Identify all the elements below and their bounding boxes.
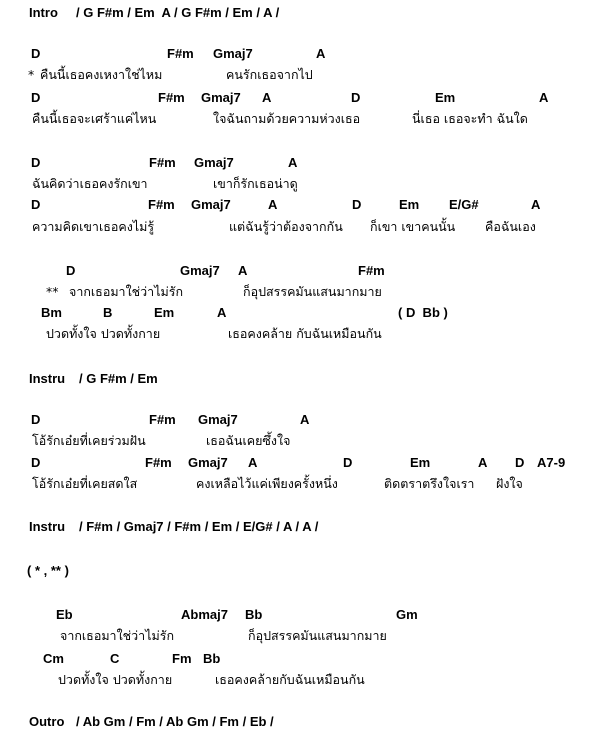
chord: A xyxy=(248,455,258,470)
chord: D xyxy=(343,455,353,470)
intro-progression: / G F#m / Em A / G F#m / Em / A / xyxy=(76,5,280,20)
chord: Fm xyxy=(172,651,192,666)
lyric-line: คนรักเธอจากไป xyxy=(226,67,313,82)
lyric-line: ฉันคิดว่าเธอคงรักเขา xyxy=(32,176,148,191)
chord: Gmaj7 xyxy=(213,46,253,61)
lyric-line: เธอฉันเคยซึ้งใจ xyxy=(206,433,291,448)
lyric-line: ก็เขา เขาคนนั้น xyxy=(370,219,456,234)
chord: Gmaj7 xyxy=(180,263,220,278)
outro-progression: / Ab Gm / Fm / Ab Gm / Fm / Eb / xyxy=(76,714,274,729)
lyric-line: คืนนี้เธอคงเหงาใช่ไหม xyxy=(40,67,163,82)
lyric-line: ก็อุปสรรคมันแสนมากมาย xyxy=(243,284,382,299)
lyric-line: ปวดทั้งใจ ปวดทั้งกาย xyxy=(46,326,161,341)
intro-label: Intro xyxy=(29,5,58,20)
chord: A xyxy=(478,455,488,470)
chord: D xyxy=(515,455,525,470)
chord: D xyxy=(31,46,41,61)
lyric-line: เธอคงคล้ายกับฉันเหมือนกัน xyxy=(215,672,365,687)
lyric-line: นี่เธอ เธอจะทำ ฉันใด xyxy=(412,111,528,126)
chord: A xyxy=(300,412,310,427)
lyric-line: จากเธอมาใช่ว่าไม่รัก xyxy=(69,284,184,299)
chord: Gmaj7 xyxy=(191,197,231,212)
lyric-line: คืนนี้เธอจะเศร้าแค่ไหน xyxy=(32,111,157,126)
chord: A xyxy=(217,305,227,320)
chord: Gm xyxy=(396,607,418,622)
chord: Bb xyxy=(203,651,221,666)
lyric-line: คงเหลือไว้แค่เพียงครั้งหนึ่ง xyxy=(196,476,338,491)
chord: F#m xyxy=(158,90,185,105)
chord: D xyxy=(31,155,41,170)
chord: D xyxy=(31,90,41,105)
instru-progression: / F#m / Gmaj7 / F#m / Em / E/G# / A / A / xyxy=(79,519,319,534)
chord: Bb xyxy=(245,607,263,622)
lyric-line: ติดตราตรึงใจเรา xyxy=(384,476,475,491)
chord: E/G# xyxy=(449,197,479,212)
chord: F#m xyxy=(167,46,194,61)
lyric-line: คือฉันเอง xyxy=(485,219,536,234)
chord: D xyxy=(31,412,41,427)
repeat-marker: ( * , ** ) xyxy=(27,563,69,578)
chord: Em xyxy=(435,90,456,105)
lyric-line: โอ้รักเอ๋ยที่เคยร่วมฝัน xyxy=(32,433,146,448)
chord: Gmaj7 xyxy=(194,155,234,170)
lyric-line: ปวดทั้งใจ ปวดทั้งกาย xyxy=(58,672,173,687)
chord: A xyxy=(531,197,541,212)
chord: Eb xyxy=(56,607,73,622)
chord: A xyxy=(262,90,272,105)
chord: A7-9 xyxy=(537,455,566,470)
chord: A xyxy=(288,155,298,170)
lyric-line: จากเธอมาใช่ว่าไม่รัก xyxy=(60,628,175,643)
lyric-line: ก็อุปสรรคมันแสนมากมาย xyxy=(248,628,387,643)
chord: D xyxy=(31,455,41,470)
instru-label: Instru xyxy=(29,519,66,534)
chord: Bm xyxy=(41,305,62,320)
chord: D xyxy=(66,263,76,278)
instru-label: Instru xyxy=(29,371,66,386)
chord: Gmaj7 xyxy=(188,455,228,470)
chord: A xyxy=(268,197,278,212)
chord: F#m xyxy=(358,263,385,278)
lyric-line: ความคิดเขาเธอคงไม่รู้ xyxy=(32,219,155,234)
lyric-line: ใจฉันถามด้วยความห่วงเธอ xyxy=(213,111,361,126)
chord: D xyxy=(351,90,361,105)
section-marker: * xyxy=(28,67,35,82)
lyric-line: โอ้รักเอ๋ยที่เคยสดใส xyxy=(32,476,138,491)
chord: Gmaj7 xyxy=(198,412,238,427)
chord: Em xyxy=(154,305,175,320)
section-marker: ** xyxy=(46,284,59,299)
chord: Abmaj7 xyxy=(181,607,228,622)
instru-progression: / G F#m / Em xyxy=(79,371,158,386)
chord: A xyxy=(238,263,248,278)
chord: F#m xyxy=(148,197,175,212)
chord: A xyxy=(316,46,326,61)
chord: C xyxy=(110,651,120,666)
lyric-line: เขาก็รักเธอน่าดู xyxy=(213,176,298,191)
chord: F#m xyxy=(149,155,176,170)
chord: ( D Bb ) xyxy=(398,305,448,320)
chord: Cm xyxy=(43,651,64,666)
lyric-line: ฝังใจ xyxy=(496,476,523,491)
chord: F#m xyxy=(145,455,172,470)
outro-label: Outro xyxy=(29,714,65,729)
chord: B xyxy=(103,305,113,320)
chord: Em xyxy=(410,455,431,470)
chord: Gmaj7 xyxy=(201,90,241,105)
chord: A xyxy=(539,90,549,105)
chord: D xyxy=(352,197,362,212)
lyric-line: เธอคงคล้าย กับฉันเหมือนกัน xyxy=(228,326,382,341)
chord: F#m xyxy=(149,412,176,427)
chord: Em xyxy=(399,197,420,212)
lyric-line: แต่ฉันรู้ว่าต้องจากกัน xyxy=(229,219,343,234)
chord: D xyxy=(31,197,41,212)
